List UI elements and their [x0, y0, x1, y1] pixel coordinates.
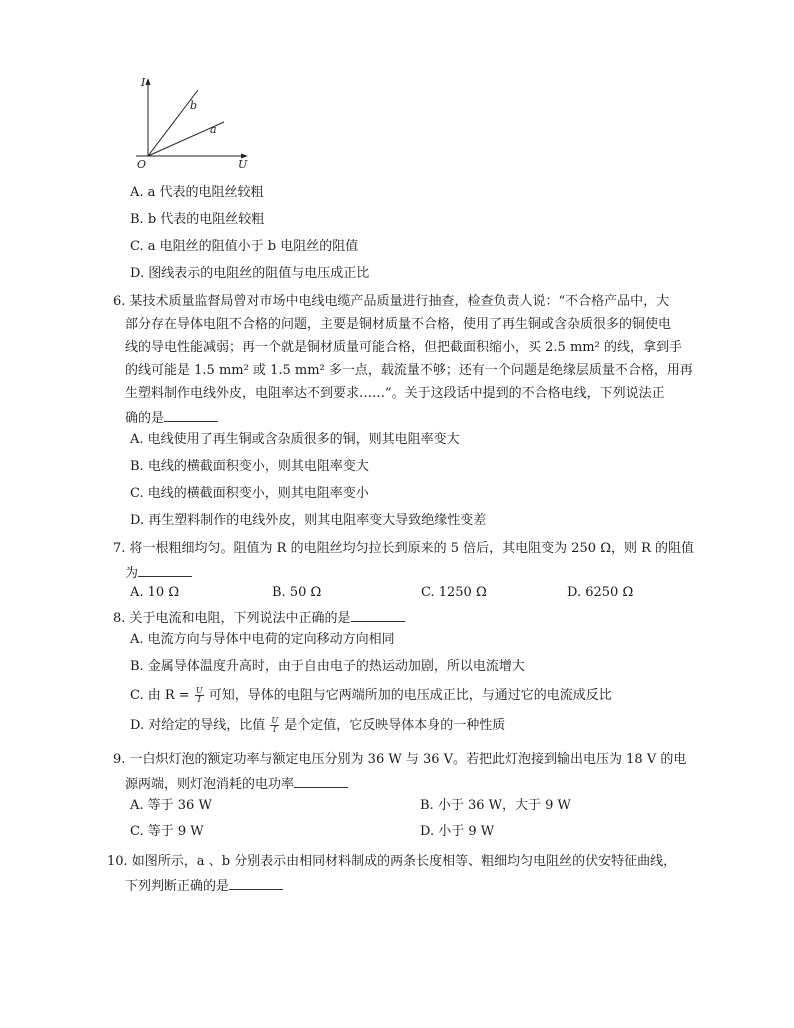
q8-option-a: A. 电流方向与导体中电荷的定向移动方向相同	[130, 632, 395, 647]
q7-answer-blank[interactable]	[138, 563, 192, 577]
q9-answer-blank[interactable]	[294, 774, 348, 788]
q6-option-d: D. 再生塑料制作的电线外皮，则其电阻率变大导致绝缘性变差	[130, 513, 487, 528]
q6-answer-blank[interactable]	[164, 408, 218, 422]
q8-option-d-prefix: D. 对给定的导线，比值	[130, 718, 266, 733]
prev-option-c: C. a 电阻丝的阻值小于 b 电阻丝的阻值	[130, 239, 359, 254]
q8-answer-blank[interactable]	[351, 608, 405, 622]
q8-stem	[113, 608, 405, 628]
line-b-label: b	[190, 99, 198, 112]
q8-c-numerator: U	[195, 686, 203, 695]
q9-option-b: B. 小于 36 W，大于 9 W	[420, 798, 571, 813]
prev-option-d: D. 图线表示的电阻丝的阻值与电压成正比	[130, 266, 370, 281]
q6-line-3: 线的导电性能减弱；再一个就是铜材质量可能合格，但把截面积缩小，买 2.5 mm² 的线，拿到手	[125, 340, 682, 355]
q8-option-c-prefix: C. 由 R =	[130, 688, 190, 703]
q7-line-2	[125, 563, 192, 583]
q7-option-c: C. 1250 Ω	[421, 585, 487, 600]
y-axis-arrow	[146, 78, 151, 85]
q6-line-6	[125, 408, 218, 428]
iu-graph	[128, 72, 256, 172]
q8-option-d-suffix: 是个定值，它反映导体本身的一种性质	[284, 718, 506, 733]
q9-option-c: C. 等于 9 W	[130, 824, 204, 839]
q8-option-c-suffix: 可知，导体的电阻与它两端所加的电压成正比，与通过它的电流成反比	[208, 688, 612, 703]
q7-line-1: 7. 将一根粗细均匀。阻值为 R 的电阻丝均匀拉长到原来的 5 倍后，其电阻变为 250 Ω，则 R 的阻值	[113, 541, 695, 556]
q8-option-c	[130, 687, 612, 705]
q6-option-b: B. 电线的横截面积变小，则其电阻率变大	[130, 459, 369, 474]
q8-stem-text: 8. 关于电流和电阻，下列说法中正确的是	[113, 611, 351, 626]
q6-option-c: C. 电线的横截面积变小，则其电阻率变小	[130, 486, 369, 501]
q8-option-d	[130, 717, 505, 735]
q9-stem-end: 源两端，则灯泡消耗的电功率	[125, 777, 295, 792]
q10-line-1: 10. 如图所示，a 、b 分别表示由相同材料制成的两条长度相等、粗细均匀电阻丝的伏安特征曲线，	[107, 854, 677, 869]
q7-option-d: D. 6250 Ω	[567, 585, 634, 600]
q9-line-1: 9. 一白炽灯泡的额定功率与额定电压分别为 36 W 与 36 V。若把此灯泡接到输出电压为 18 V 的电	[113, 752, 687, 767]
prev-option-a: A. a 代表的电阻丝较粗	[130, 185, 264, 200]
q10-stem-end: 下列判断正确的是	[125, 879, 230, 894]
q9-option-a: A. 等于 36 W	[130, 798, 212, 813]
q6-option-a: A. 电线使用了再生铜或含杂质很多的铜，则其电阻率变大	[130, 432, 460, 447]
x-axis-label: U	[238, 158, 248, 171]
q7-option-a: A. 10 Ω	[130, 585, 180, 600]
q6-line-5: 生塑料制作电线外皮，电阻率达不到要求……”。关于这段话中提到的不合格电线，下列说法正	[125, 386, 665, 401]
line-a-label: a	[210, 123, 217, 136]
q8-d-numerator: U	[271, 716, 279, 725]
q6-line-4: 的线可能是 1.5 mm² 或 1.5 mm² 多一点，载流量不够；还有一个问题是绝缘层质量不合格，用再	[125, 363, 693, 378]
q8-d-denominator: I	[273, 725, 277, 734]
q10-line-2	[125, 876, 283, 896]
q8-option-c-fraction	[195, 687, 204, 704]
iu-graph-svg	[128, 72, 256, 172]
y-axis-label: I	[141, 76, 146, 89]
q8-option-b: B. 金属导体温度升高时，由于自由电子的热运动加剧，所以电流增大	[130, 659, 525, 674]
q7-stem-end: 为	[125, 566, 139, 581]
origin-label: O	[137, 158, 147, 171]
q7-option-b: B. 50 Ω	[272, 585, 322, 600]
prev-option-b: B. b 代表的电阻丝较粗	[130, 212, 265, 227]
q6-line-2: 部分存在导体电阻不合格的问题，主要是铜材质量不合格，使用了再生铜或含杂质很多的铜使电	[125, 317, 672, 332]
q8-c-denominator: I	[197, 695, 201, 704]
q6-line-1: 6. 某技术质量监督局曾对市场中电线电缆产品质量进行抽查，检查负责人说：“不合格产品中，大	[113, 294, 670, 309]
q9-line-2	[125, 774, 348, 794]
q6-stem-end: 确的是	[125, 411, 165, 426]
q10-answer-blank[interactable]	[229, 876, 283, 890]
q8-option-d-fraction	[270, 717, 279, 734]
q9-option-d: D. 小于 9 W	[420, 824, 495, 839]
